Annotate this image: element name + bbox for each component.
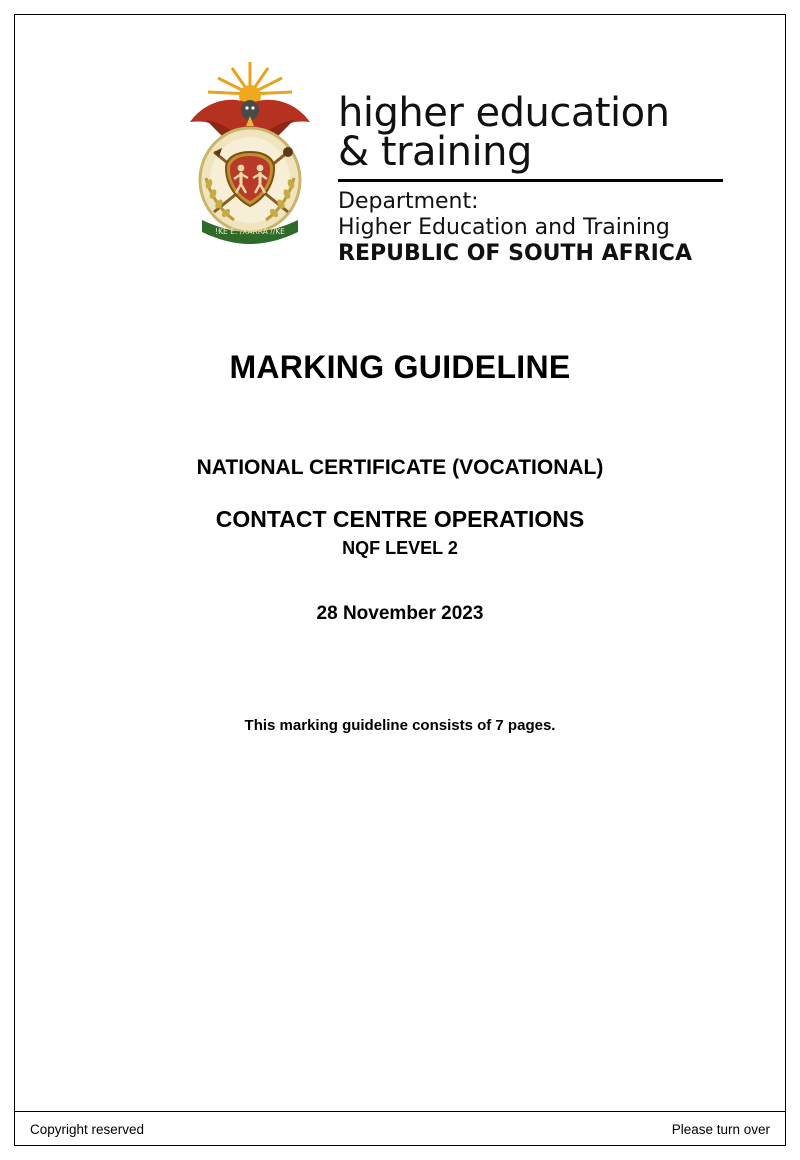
wordmark-line-1: higher education bbox=[338, 90, 670, 136]
certificate-name: NATIONAL CERTIFICATE (VOCATIONAL) bbox=[196, 456, 604, 480]
wordmark-line-2: & training bbox=[338, 129, 532, 176]
department-label: Department: bbox=[338, 189, 479, 215]
footer-copyright: Copyright reserved bbox=[30, 1121, 145, 1137]
department-country: REPUBLIC OF SOUTH AFRICA bbox=[338, 241, 692, 267]
nqf-level: NQF LEVEL 2 bbox=[342, 538, 458, 559]
coat-of-arms-motto: !KE E: /XARRA //KE bbox=[215, 227, 285, 236]
subject-name: CONTACT CENTRE OPERATIONS bbox=[215, 506, 585, 533]
page-footer bbox=[14, 1112, 786, 1146]
south-africa-coat-of-arms-icon bbox=[176, 60, 324, 256]
exam-date: 28 November 2023 bbox=[316, 603, 484, 625]
document-header bbox=[58, 60, 742, 267]
department-wordmark bbox=[338, 60, 723, 267]
footer-turn-over: Please turn over bbox=[671, 1121, 770, 1137]
page-count-note: This marking guideline consists of 7 pages. bbox=[244, 717, 556, 735]
page-content bbox=[14, 14, 786, 1146]
department-name: Higher Education and Training bbox=[338, 215, 670, 241]
page-title: MARKING GUIDELINE bbox=[229, 349, 571, 386]
wordmark-divider bbox=[338, 179, 723, 182]
